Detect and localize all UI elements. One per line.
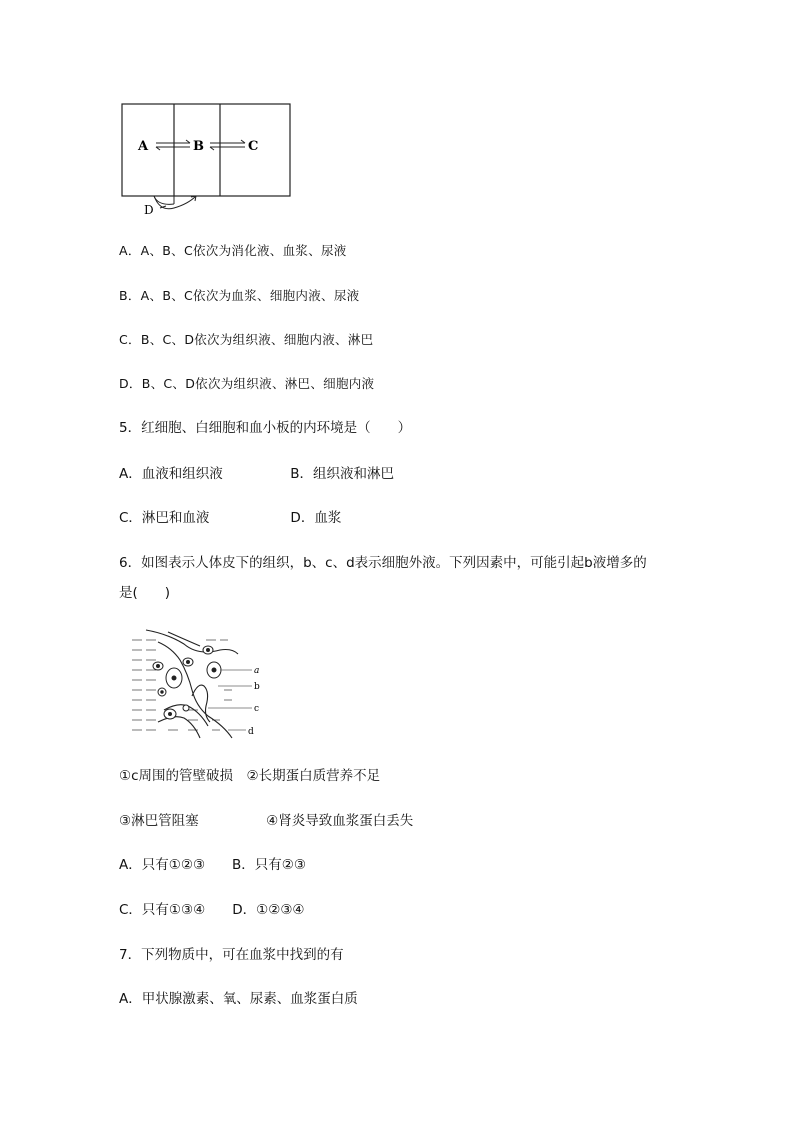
q6-options-row2: C．只有①③④ D．①②③④	[119, 902, 305, 918]
arrow-a-b	[156, 140, 190, 150]
fluid-background	[132, 640, 232, 730]
label-a: A	[138, 139, 149, 154]
tissue-diagram	[128, 626, 268, 741]
capillary-vessel	[146, 630, 238, 738]
tissue-label-a: a	[254, 666, 260, 676]
q5-options-row1: A．血液和组织液 B．组织液和淋巴	[119, 466, 394, 482]
q4-option-b: B．A、B、C依次为血浆、细胞内液、尿液	[119, 288, 360, 303]
q6-factors-row2: ③淋巴管阻塞 ④肾炎导致血浆蛋白丢失	[119, 813, 414, 829]
compartment-diagram	[118, 100, 298, 220]
q6-stem-line2: 是( )	[119, 585, 171, 601]
tissue-label-d: d	[248, 727, 254, 737]
label-c: C	[248, 139, 259, 154]
q7-option-a: A．甲状腺激素、氧、尿素、血浆蛋白质	[119, 991, 358, 1007]
q7-stem: 7．下列物质中，可在血浆中找到的有	[119, 947, 344, 963]
tissue-label-b: b	[254, 682, 260, 692]
label-d: D	[144, 203, 154, 217]
loop-d	[154, 196, 196, 209]
q6-factors-row1: ①c周围的管壁破损 ②长期蛋白质营养不足	[119, 768, 381, 784]
q5-options-row2: C．淋巴和血液 D．血浆	[119, 510, 342, 526]
label-b: B	[193, 139, 204, 154]
q4-option-d: D．B、C、D依次为组织液、淋巴、细胞内液	[119, 376, 375, 391]
q6-options-row1: A．只有①②③ B．只有②③	[119, 857, 307, 873]
q4-option-a: A．A、B、C依次为消化液、血浆、尿液	[119, 243, 347, 258]
arrow-b-c	[210, 140, 245, 150]
q4-option-c: C．B、C、D依次为组织液、细胞内液、淋巴	[119, 332, 374, 347]
tissue-label-c: c	[254, 704, 260, 714]
q6-stem-line1: 6．如图表示人体皮下的组织，b、c、d表示细胞外液。下列因素中，可能引起b液增多的	[119, 555, 647, 571]
q5-stem: 5．红细胞、白细胞和血小板的内环境是（ ）	[119, 420, 412, 436]
